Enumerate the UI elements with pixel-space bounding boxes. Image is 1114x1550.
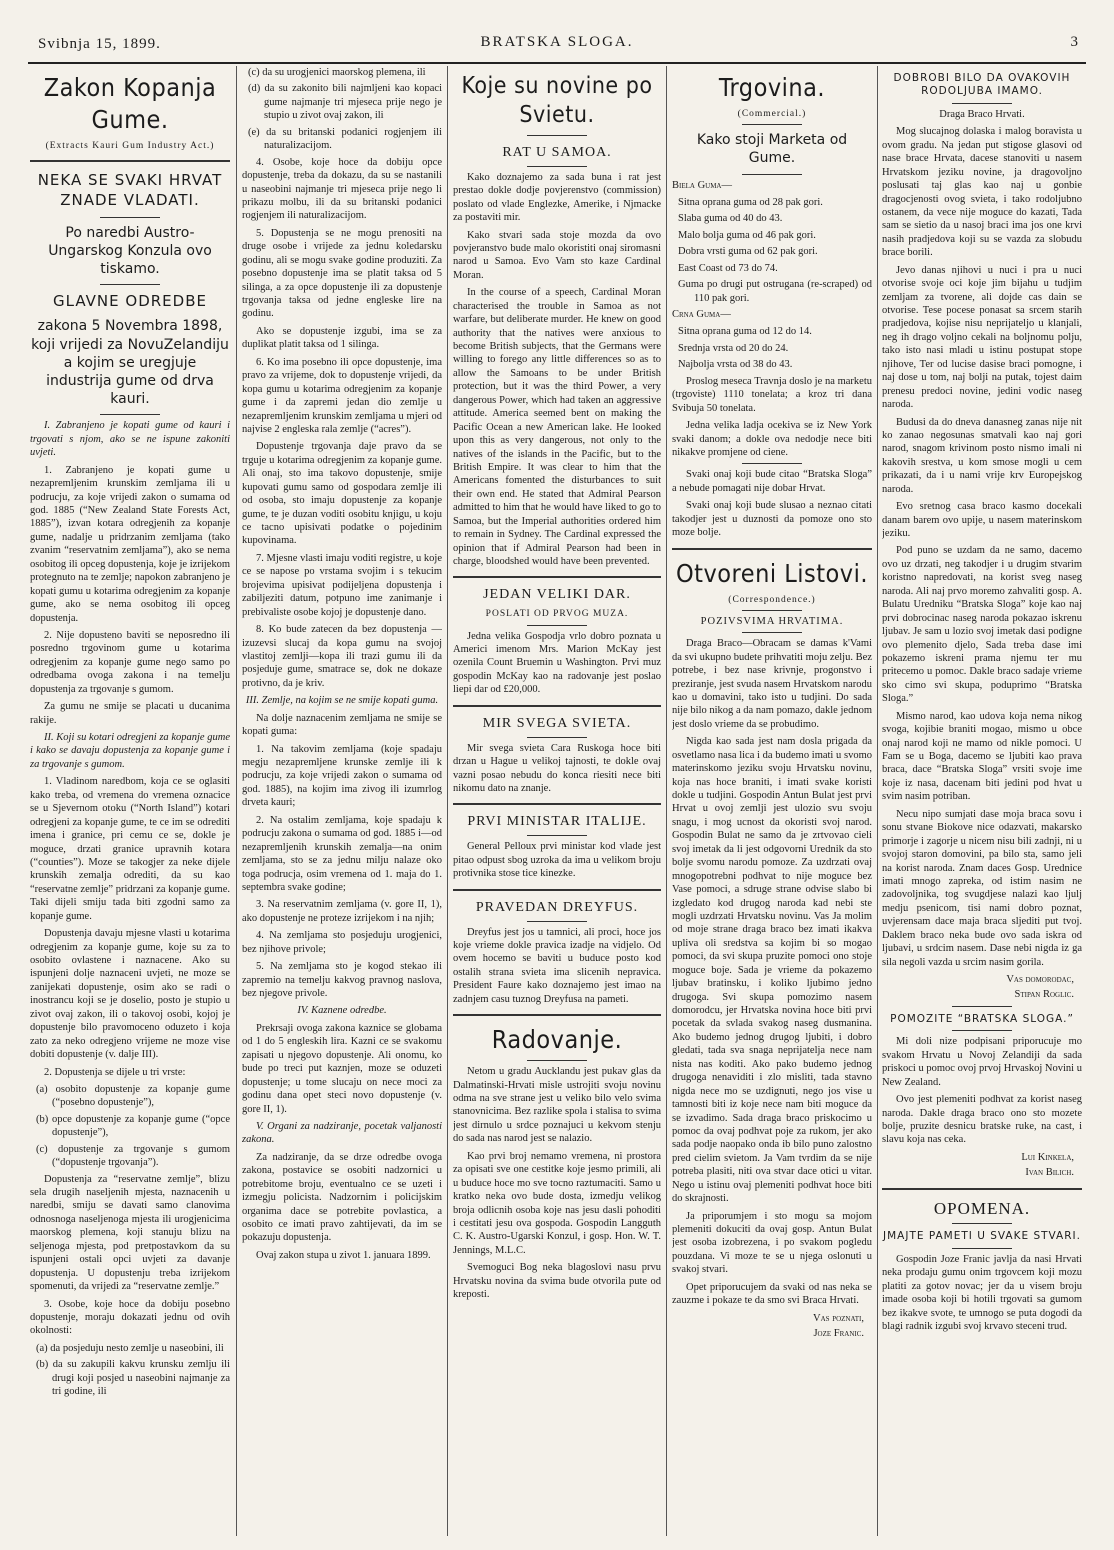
paragraph: Jevo danas njihovi u nuci i pra u nuci otvorise svoje oci koje jim bijahu u tudjim zemljam za tvorene, ali dojde cas dain se otvorise. Tese pocese ponasat sa srcem starih pradjedova, kojise nisu neprijateljo u klanjali, neg ih drago voljno cekali na boljnomu polju, tako isto nasi mladi u istinu postupat stope njihove, Ter od lucise dasise braci pomogne, i naj dose u tom, naj bolji na putak, tojest daim prenesu predoci novine, jedini vodic naseg naroda. <box>882 264 1082 411</box>
paragraph: Dopustenja za “reservatne zemlje”, blizu sela drugih naseljenih mjesta, naznacenih u naredbi, smiju se davati samo clanovima odnosnoga naseljenoga mjesta ili urogjenicima maorskog plemena, koji stanuju blizu na seljenoga mjesta, pod pretpostavkom da su ispunjeni ostali opci uvjeti za davanje dopustenja. U dopustenju treba izrijekom spomenuti, da vrijedi za “reservatne zemlje.” <box>30 1173 230 1293</box>
paragraph: 4. Na zemljama sto posjeduju urogjenici, bez njihove privole; <box>242 930 442 955</box>
section-title: IV. Kaznene odredbe. <box>297 1005 387 1017</box>
column-divider <box>877 66 878 1536</box>
signature-name: Ivan Bilich. <box>1025 1167 1074 1179</box>
section-title: Koje su novine po Svietu. <box>461 73 653 129</box>
paragraph: 1. Vladinom naredbom, koja ce se oglasiti kako treba, od vremena do vremena oznacice se u Sjevernom otoku (“North Island”) kotari odregjeni za kopanje gume, te ce im se odrediti imena i granice, pri cemu ce se, dokle je moguce, drzati granice upravnih kotara (“counties”). Moze se takogjer za neke dijele krunskih zemalja odrediti, da su kao “reservatne zemlje” pridrzani za kopanje gume. Taki dijeli smiju tada biti zgodni samo za kopanje gume. <box>30 776 230 922</box>
price-item: Malo bolja guma od 46 pak gori. <box>678 229 816 241</box>
list-heading: Crna Guma— <box>672 309 731 321</box>
salutation: Draga Braco Hrvati. <box>939 108 1025 120</box>
headline: OPOMENA. <box>933 1198 1031 1218</box>
page-header <box>28 34 1086 54</box>
section-subtitle: (Correspondence.) <box>728 594 816 605</box>
paragraph: Nigda kao sada jest nam dosla prigada da osvetlamo nasa lica i da budemo imati u svomo materinskomo jeziku svoju Hrvatsku novinu, koja nas hoce braniti, i imati svake koristi dokle u tudjini. Gospodin Antun Bulat jest prvi Hrvat u ovoj zemlji jest ulozio svu svoju snagu, i mog ucnost da okoristi svoj narod. Gospodin Bulat ne samo da je zrtvovao cieli svoj imetak da li jest odgovorni Urednik da sto bolje svomu narodu pomoze. Za uzdrzati ovaj mnogopotrebni podhvat to nije moguce bez Vase pomoci, a sdruge strane odvise slabo bi izgledato kod drugog naroda kad nebi ste mogli uzdrzati Hrvatsku novinu. Vas Ja molim od moje strane draga braco bez imati ikakva upliva oli sredstva sa kojim bi so mogao pomoci, da svi skupa pruzite pomoci ono stoje moguce boje. Sada je vrieme da pokazemo ljubav bratinsku, i koliko ljubimo jedno drugoga. Svi skupa pomozimo nasem domorodcu, jer Hrvatska novina hoce biti prvi pocetak da svlada svakog naseg dusmanina. Ako budemo jednog drugog ljubiti, i dobro gledati, tada sva snaga neprijatelja nece nam nista nas koditi. Ako pako budemo jednog drugoga nenaviditi i zlo misliti, tada stavno nigda nece mo se uzdignuti, nego jos vise u tamnosti biti iz koje nece nam biti moguce da se izvadimo. Sada draga braco priskocimo u pomoc da ovaj podhvat poje za rukom, jer ako sada podje naopako onda ib bilo puno zalostno pred cielim svietom. Ja Vam tvrdim da se nije potreba plasiti, niti ova stvar dace otici u vitar. Nego u istinu ovaj plemeniti podhvat hoce biti do skrajnosti. <box>672 736 872 1205</box>
paragraph: 6. Ko ima posebno ili opce dopustenje, ima pravo za vrijeme, dok to dopustenje vrijedi, da kopa gumu u kotarima odregjenim za kopanje gume i da zapremi jedan dio zemlje u nezapremljenim krunskim zemljama u mjeri od najvise 2 engleska rala zemlje (“acres”). <box>242 356 442 435</box>
price-item: Sitna oprana guma od 28 pak gori. <box>678 196 823 208</box>
headline: POMOZITE “BRATSKA SLOGA.” <box>890 1012 1074 1025</box>
divider <box>952 1030 1012 1031</box>
divider <box>100 284 160 285</box>
paragraph: Evo sretnog casa braco kasmo docekali danam barem ovo upije, u nasem materinskom jeziku. <box>882 501 1082 539</box>
divider <box>527 625 587 626</box>
price-item: Slaba guma od 40 do 43. <box>678 213 783 225</box>
list-item: (a) da posjeduju nesto zemlje u naseobini, ili <box>36 1342 224 1354</box>
paragraph: 8. Ko bude zatecen da bez dopustenja —izuzevsi slucaj da kopa gumu na svojoj vlastitoj zemlji—kopa ili trazi gumu ili da posjeduje gume, smatrace se, dok ne dokaze protivno, da je kriv. <box>242 624 442 689</box>
paragraph: Ja priporumjem i sto mogu sa mojom plemeniti dokuciti da ovaj gosp. Antun Bulat jest osoba izobrezena, i po svakom pogledu pouzdana. Vi moze te se u njega oslonuti u svakoj stvari. <box>672 1210 872 1276</box>
page-number: 3 <box>1070 34 1078 50</box>
headline: PRVI MINISTAR ITALIJE. <box>467 814 647 830</box>
paragraph: In the course of a speech, Cardinal Moran characterised the trouble in Samoa as not warfare, but deliberate murder. He knew on good authority that the natives were anxious to become British subjects, that the Germans were willing to forego any little differences so as to allow the Samoans to be under British protection, but it was the third Power, a very dangerous Power, which had taken an aggressive attitude. America seemed bent on making the Pacific Ocean a new American lake. He looked upon this as very dangerous, not only to the natives of the islands in the Pacific, but to the British Empire. It was clear to him that the Americans fomented the disturbances to suit their own end. He stated that Admiral Pearson admitted to him that he would have liked to go to Samoa, but the Imperial authorities ordered him to remain in Sydney. The Cardinal expressed the opinion that if Admiral Pearson had been in charge, bloodshed would have been prevented. <box>453 287 661 568</box>
paragraph: Budusi da do dneva danasneg zanas nije nit ko zanao negosunas smatvali kao naj gori narod, snagom krivinom posto nismo imali ni kakovih srestva, u kom smose mogli u cem prikazati, da i u nami vrije krv Europejskog naroda. <box>882 416 1082 495</box>
divider <box>742 174 802 175</box>
list-item: (e) da su britanski podanici rogjenjem ili naturalizacijom. <box>248 126 442 152</box>
header-rule <box>28 62 1086 64</box>
paragraph: 4. Osobe, koje hoce da dobiju opce dopustenje, treba da dokazu, da su se nastanili u naseobini najmanje tri mjeseca prije nego li prikazu molbu, ili da su britanski podanici rogjenjem ili naturalizacijom. <box>242 156 442 222</box>
section-title: II. Koji su kotari odregjeni za kopanje gume i kako se davaju dopustenja za kopanje gume i za trgovanje s gumom. <box>30 732 230 770</box>
paragraph: Svaki onaj koji bude citao “Bratska Sloga” a nebude pomagati nije dobar Hrvat. <box>672 469 872 494</box>
paragraph: Jedna velika Gospodja vrlo dobro poznata u Americi imenom Mrs. Marion McKay jest ozenila Count Bruemin u Washington. Prvi muz gospodin McKay kao na radovanje jest poslao liepi dar od £20,000. <box>453 630 661 696</box>
paragraph: 2. Na ostalim zemljama, koje spadaju k podrucju zakona o sumama od god. 1885 i—od nezapremljenih krunskih zemalja—na onim zemljama, sto se za jednu milju nalaze oko toga podrucja, osim vremena od 1. maja do 1. septembra svake godine; <box>242 814 442 893</box>
paragraph: Ovo jest plemeniti podhvat za korist naseg naroda. Dakle draga braco ono sto mozete bolje, pruzite desnicu bratske ruke, na cast, i slavu koja nas ceka. <box>882 1094 1082 1146</box>
headline: GLAVNE ODREDBE <box>53 292 207 311</box>
paragraph: 3. Osobe, koje hoce da dobiju posebno dopustenje, moraju dokazati jednu od ovih okolnosti: <box>30 1298 230 1337</box>
headline: POZIVSVIMA HRVATIMA. <box>700 615 844 627</box>
signature-name: Lui Kinkela, <box>1021 1151 1074 1163</box>
paragraph: 3. Na reservatnim zemljama (v. gore II, 1), ako dopustenje ne proteze izrijekom i na njih; <box>242 899 442 924</box>
signature-line: Vas poznati, <box>813 1312 864 1324</box>
signature-name: Stipan Roglic. <box>1014 989 1074 1001</box>
paragraph: Ovaj zakon stupa u zivot 1. januara 1899. <box>256 1249 431 1261</box>
column-divider <box>236 66 237 1536</box>
section-title: III. Zemlje, na kojim se ne smije kopati guma. <box>245 695 439 707</box>
paragraph: Proslog meseca Travnja doslo je na marketu (trgoviste) 1110 tonelata; a kroz tri dana Svibuja 50 tonelata. <box>672 375 872 414</box>
subheadline: JMAJTE PAMETI U SVAKE STVARI. <box>883 1230 1081 1243</box>
paragraph: Kao prvi broj nemamo vremena, ni prostora za opisati sve one cestitke koje jesmo primili, ali u buduce hoce mo sve tocno raztumaciti. Samo u kratko neka ovo bude dosta, izmedju velikog broja odlicnih osoba koje nas jesu dasli pohoditi i cestitati jesu ova gospoda. Gospodin Langguth C. K. Austro-Ugarski Konzul, i gosp. Hon. W. T. Jennings, M.L.C. <box>453 1150 661 1256</box>
paragraph: 5. Dopustenja se ne mogu prenositi na druge osobe i vrijede za jednu koledarsku godinu, ali se mogu svake godine produziti. Za posebno dopustenje ima se platit taksa od 5 silinga, a za opce dopustenje ili za dopustenje trgovanja taksa od jedne engleske lire na godinu. <box>242 227 442 320</box>
divider <box>453 576 661 578</box>
column-4 <box>672 66 872 1536</box>
headline: JEDAN VELIKI DAR. <box>483 587 631 603</box>
headline: Po naredbi Austro-Ungarskog Konzula ovo tiskamo. <box>48 224 212 278</box>
column-divider <box>666 66 667 1536</box>
price-item: Guma po drugi put ostrugana (re-scraped) od 110 pak gori. <box>678 279 872 304</box>
issue-date: Svibnja 15, 1899. <box>38 36 161 52</box>
paragraph: Dopustenje trgovanja daje pravo da se trguje u kotarima odregjenim za kopanje gume. Ali onaj, sto ima takovo dopustenje, smije kupovati gumu samo od gospodara zemlje ili od osoba, sto imaju dopustenje za kopanje gume, te je duzan voditi osobitu knjigu, u koju ce tacno upisivati podatke o pojedinim kupovinama. <box>242 441 442 547</box>
signature-name: Joze Franic. <box>813 1328 864 1340</box>
list-item: (c) dopustenje za trgovanje s gumom (“dopustenje trgovanja”). <box>36 1143 230 1169</box>
list-item: (d) da su zakonito bili najmljeni kao kopaci gume najmanje tri mjeseca prije nego je stupio u zivot ovaj zakon, ili <box>248 83 442 122</box>
price-item: Sitna oprana guma od 12 do 14. <box>678 326 812 338</box>
divider <box>453 705 661 707</box>
section-title: Otvoreni Listovi. <box>675 558 869 588</box>
paragraph: General Pelloux prvi ministar kod vlade jest pitao odpust sbog uzroka da ima u velikom broju protivnika stose tice kinezke. <box>453 841 661 880</box>
paragraph: 1. Zabranjeno je kopati gume u nezapremljenim krunskim zemljama ili u podrucju, za koje vrijedi zakon o sumama od god. 1885 (“New Zealand State Forests Act, 1885”), izvan kotara odregjenih za kopanje gume, nadalje u pridrzanim zemljama (tako zvanim “reservatnim zemljama”), ako se nema osobitog ili opceg dopustenja, koje je izrijekom protegnuto na te zemlje; napokon zabranjeno je kopati gumu u kotarima odregjenim za kopanje gume, ako se nema osobitog ili opceg dopustenja. <box>30 464 230 624</box>
divider <box>453 889 661 891</box>
divider <box>742 632 802 633</box>
paragraph: Dopustenja davaju mjesne vlasti u kotarima odregjenim za kopanje gume, koje su za to osobito ovlastene i naznacene. Ako su ispunjeni dolje naznaceni uvjeti, ne moze se zanijekati dopustenje, osim ako se radi o inostrancu koji se je doselio, posto je stupio u zivot ovaj zakon, ili o takovoj osobi, kojoj je dopustenje bilo pravomoceno oduzeto i koja zato za neko odregjeno vrijeme ne moze vise dobiti dopustenje (v. dalje III). <box>30 928 230 1061</box>
paragraph: 1. Na takovim zemljama (koje spadaju megju nezapremljene krunske zemlje ili k podrucju, za koje vrijedi zakon o sumama od god. 1885), na kojim ima zivog ili izumrlog drveta kauri; <box>242 743 442 809</box>
column-5 <box>882 66 1082 1536</box>
paragraph: Pod puno se uzdam da ne samo, dacemo ovo uz drzati, neg takodjer i u drugim stvarim koristno napredovati, na korist sveg naseg naroda. Ali naj prvo moremo zahvaliti gosp. A. Bulatu Uredniku “Bratska Sloga” koje kao naj prvi dobrocinac naseg naroda pokazao iskrenu ljubav. Je sam u lozio svoj imetak dasi podigne ovo plemenito djelo, Sada treba dase imi pokazemo iskreni prama njemu ter mu pritecemo u pomoc. Dakle braco sadaje vrieme sko cimo svi skupa, poduprimo “Bratska Sloga.” <box>882 545 1082 705</box>
paragraph: Mismo narod, kao udova koja nema nikog svoga, kojibie braniti mogao, mismo u obce onaj narod koji ne mamo od nikle pomoci. U Fam se u Boga, dacemo se ljubiti kao prava braca, dace “Bratska Sloga” vrsiti svoje ime koje iz nasa, dacenam biti jedini pod hvat u svim nasim potriban. <box>882 710 1082 803</box>
divider <box>100 414 160 415</box>
paragraph: Prekrsaji ovoga zakona kaznice se globama od 1 do 5 engleskih lira. Kazni ce se svakomu zapisati u njegovo dopustenje. Ali onomu, ko bude po treci put kaznjen, moze se oduzeti dopustenje; u tome slucaju on nece moci za godinu dana opet steci novo dopustenje (v. gore II, 1). <box>242 1022 442 1115</box>
divider <box>742 124 802 125</box>
paragraph: Kako doznajemo za sada buna i rat jest prestao dokle dodje povjerenstvo (commission) poslato od vlade Englezke, Amerike, i Njmacke za postaviti mir. <box>453 171 661 224</box>
headline: Kako stoji Marketa od Gume. <box>696 132 848 167</box>
paragraph: Gospodin Joze Franic javlja da nasi Hrvati neka prodaju gumu onim trgovcem koji mozu platiti za gotov novac; jer da u visem broju imade osoba koji bi hotili trgovati sa gumom bez ikakve svote, te umnogo se puta dogodi da blagi radnik izgubi svoj krvavo steceni trud. <box>882 1253 1082 1333</box>
price-item: East Coast od 73 do 74. <box>678 262 778 274</box>
divider <box>952 1006 1012 1007</box>
divider <box>527 135 587 136</box>
paragraph: Netom u gradu Aucklandu jest pukav glas da Dalmatinski-Hrvati misle ustrojiti svoju novinu odma na sve strane jest u veliko bilo velo svima stanovnicima. Bez razlike spola i stalisa to svima jest dirnulo u srdce poznajuci u kekvom stenju do sada nas narod jest se nalazio. <box>453 1066 661 1145</box>
divider <box>100 217 160 218</box>
headline: PRAVEDAN DREYFUS. <box>475 899 639 915</box>
price-item: Srednja vrsta od 20 do 24. <box>678 342 789 354</box>
paragraph: Za gumu ne smije se placati u ducanima rakije. <box>30 701 230 726</box>
paragraph: Jedna velika ladja ocekiva se iz New York svaki danom; a dokle ova nedodje nece biti nikakve promjene od ciene. <box>672 420 872 458</box>
divider <box>882 1188 1082 1190</box>
list-item: (b) da su zakupili kakvu krunsku zemlju ili drugi koji posjed u naseobini najmanje za tri godine, ili <box>36 1359 230 1398</box>
section-title: V. Organi za nadziranje, pocetak valjanosti zakona. <box>242 1120 442 1146</box>
section-subtitle: (Commercial.) <box>737 109 807 119</box>
paragraph: Na dolje naznacenim zemljama ne smije se kopati guma: <box>242 712 442 738</box>
list-item: (b) opce dopustenje za kopanje gume (“opce dopustenje”), <box>36 1113 230 1139</box>
paragraph: Kako stvari sada stoje mozda da ovo povjeranstvo bude malo okoristiti onaj siromasni narod u Samoa. Evo Vam sto kaze Cardinal Moran. <box>453 229 661 281</box>
divider <box>742 463 802 464</box>
divider <box>453 1014 661 1016</box>
section-title: Radovanje. <box>491 1025 623 1055</box>
divider <box>527 166 587 167</box>
headline: RAT U SAMOA. <box>502 144 612 160</box>
column-3 <box>453 66 661 1536</box>
column-2 <box>242 66 442 1536</box>
divider <box>952 1223 1012 1224</box>
divider <box>453 803 661 805</box>
paragraph: 2. Nije dopusteno baviti se neposredno ili posredno trgovinom gume u kotarima odregjenim za kopanje gume nego samo po odredbama ovoga zakona i na temelju dopustenja za trgovanje s gumom. <box>30 629 230 695</box>
headline: MIR SVEGA SVIETA. <box>482 715 632 731</box>
column-1 <box>30 66 230 1536</box>
column-divider <box>447 66 448 1536</box>
list-item: (a) osobito dopustenje za kopanje gume (“posebno dopustenje”), <box>36 1083 230 1109</box>
divider <box>952 103 1012 104</box>
signature-line: Vas domorodac, <box>1006 974 1074 985</box>
divider <box>527 737 587 738</box>
paragraph: Mog slucajnog dolaska i malog boravista u ovom gradu. Na jedan put stigose glasovi od nase brace Hrvata, dacese stanoviti u nasem Hrvatskom jeziku novine, ja dragovoljno poslusati taj glas kao naj u gonbie dragocjenosti ovog svieta, i tako rodoljubno ostanem, da vece nije moguce do kazati, Tada sam se sietio da u nasoj braci ima jos one krvi nasih pradjedova koji su se vazda za slobudu brace borili. <box>882 126 1082 259</box>
paragraph: Dreyfus jest jos u tamnici, ali proci, hoce jos koje vrieme dokle pravica izadje na vidjelo. Od ovem hocemo se baviti u buduce posto kod ostalih strana svieta ima slicenih nepravica. President Faure kako doznajemo jest imao na zadnjem casu tuznog Dreyfusa na pameti. <box>453 926 661 1005</box>
divider <box>527 921 587 922</box>
paragraph: 5. Na zemljama sto je kogod stekao ili zapremio na temelju kakvog pravnog naslova, bez njegove privole. <box>242 961 442 999</box>
divider <box>527 835 587 836</box>
list-item: (c) da su urogjenici maorskog plemena, ili <box>248 67 426 78</box>
subheadline: POSLATI OD PRVOG MUZA. <box>485 609 629 620</box>
paragraph: 7. Mjesne vlasti imaju voditi registre, u koje ce se napose po vrstama svojim i s tekucim brojevima upisivat podijeljena dopustenja i zabiljeziti datum, potpuno ime zanimanje i prebivaliste osobe kojoj je dopustenje dano. <box>242 552 442 618</box>
paragraph: Mir svega svieta Cara Ruskoga hoce biti drzan u Hague u velikoj tajnosti, te dokle ovaj vazni posao nebudu do konca riesiti nece biti nikomu dato na znanje. <box>453 742 661 794</box>
divider <box>952 1248 1012 1249</box>
paragraph: Mi doli nize podpisani priporucuje mo svakom Hrvatu u Novoj Zelandiji da sada priskoci u pomoc ovoj prvoj Hrvaskoj Novini u New Zealand. <box>882 1036 1082 1088</box>
list-heading: Biela Guma— <box>672 179 732 191</box>
article-title: Zakon Kopanja Gume. <box>43 73 217 134</box>
paragraph: Svaki onaj koji bude slusao a neznao citati takodjer jest u duznosti da pomoze ono sto moze bolje. <box>672 500 872 539</box>
divider <box>742 610 802 611</box>
price-item: Najbolja vrsta od 38 do 43. <box>678 359 793 371</box>
paragraph: Draga Braco—Obracam se damas k'Vami da svi ukupno budete prihvatiti moju zelju. Bez potrebe, i bez nase krivnje, progonstvo i preziranje, jest svuda nasem Hrvatskom narodu kao u domavini, tako isto u tudjini. Do sada nije bilo nikog a da nam pomazo, dakle jednom jest doslo vrieme da se probudimo. <box>672 638 872 730</box>
paragraph: Necu nipo sumjati dase moja braca sovu i sonu stvane Biokove nice odazvati, makarsko primorje i zagorje u nicem nisu bili zadnji, ni u svojoj staron domovini, pa bilo sta, samo jeli na korist naroda. Znam daces Gosp. Urednice imati mnogo zapreka, od istim nasim ne zadovoljnika, tog svugdjese nalazi kao ljulj medju psenicom, tisi nami dobro poznat, uvjerensam dace maja braca sljediti put tvoj. Daklem braco neka bude ovo sada iskra od ljubavi, u srdcim nasem. Dase nebi nigda iz ga sila negoli vazda u srcim nasim gorila. <box>882 808 1082 968</box>
article-subtitle: (Extracts Kauri Gum Industry Act.) <box>45 141 215 151</box>
paragraph: Opet priporucujem da svaki od nas neka se zauzme i pokaze te da smo svi Braca Hrvati. <box>672 1281 872 1307</box>
divider <box>672 548 872 550</box>
divider <box>30 160 230 162</box>
price-item: Dobra vrsti guma od 62 pak gori. <box>678 246 818 258</box>
headline: DOBROBI BILO DA OVAKOVIH RODOLJUBA IMAMO. <box>893 72 1071 98</box>
section-title: Trgovina. <box>718 73 826 102</box>
paragraph: Ako se dopustenje izgubi, ima se za duplikat platit taksa od 1 silinga. <box>242 325 442 351</box>
headline: zakona 5 Novembra 1898, koji vrijedi za NovuZelandiju a kojim se uregjuje industrija gume od drva kauri. <box>31 318 229 408</box>
divider <box>527 1060 587 1061</box>
paragraph: 2. Dopustenja se dijele u tri vrste: <box>44 1066 186 1078</box>
section-title: I. Zabranjeno je kopati gume od kauri i trgovati s njom, ako se ne ispune zakoniti uvjeti. <box>30 420 230 459</box>
masthead-title: BRATSKA SLOGA. <box>480 34 634 50</box>
headline: NEKA SE SVAKI HRVAT ZNADE VLADATI. <box>37 171 223 210</box>
paragraph: Za nadziranje, da se drze odredbe ovoga zakona, postavice se osobiti nadzornici u potrebitome broju, eventualno ce se uzeti i izmegju policista. Nadzornim i policijskim organima dace se potrebite povlastica, a osobito ce imati pravo zahtijevati, da im se pokazuju dopustenja. <box>242 1151 442 1244</box>
paragraph: Svemoguci Bog neka blagoslovi nasu prvu Hrvatsku novina da svima bude otvorila pute od kreposti. <box>453 1262 661 1301</box>
